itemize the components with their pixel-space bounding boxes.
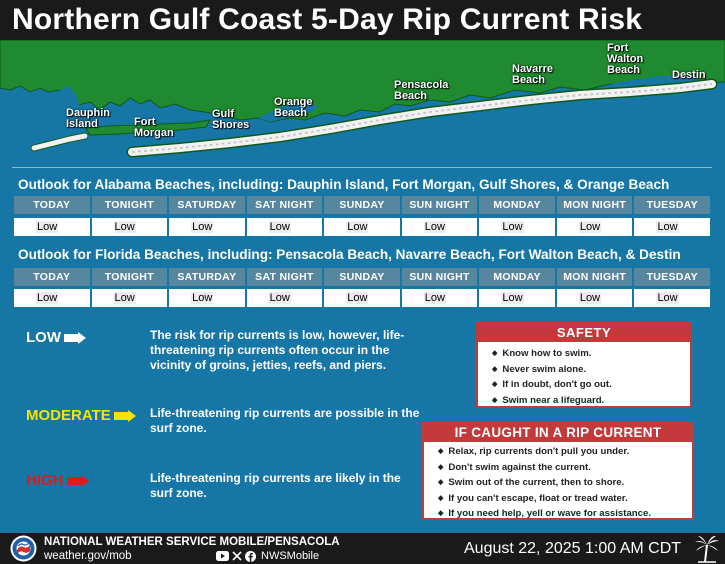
florida-day-header-row bbox=[14, 268, 710, 286]
legend-moderate bbox=[26, 407, 136, 424]
map-label-fort-morgan: Fort Morgan bbox=[134, 116, 174, 139]
safety-list-item: ◆ Swim near a lifeguard. bbox=[492, 393, 680, 409]
alabama-risk-cell bbox=[324, 218, 400, 236]
risk-level-label: Low bbox=[579, 221, 601, 233]
rip-current-box bbox=[422, 422, 694, 520]
x-icon[interactable] bbox=[232, 551, 242, 561]
map-label-pensacola-beach: Pensacola Beach bbox=[394, 79, 449, 102]
florida-day-header: TONIGHT bbox=[92, 268, 168, 286]
arrow-right-icon bbox=[64, 332, 86, 344]
alabama-risk-cell bbox=[557, 218, 633, 236]
risk-level-label: Low bbox=[37, 221, 58, 233]
risk-level-label: Low bbox=[269, 292, 290, 304]
alabama-risk-cell bbox=[634, 218, 710, 236]
florida-risk-cell bbox=[169, 289, 245, 307]
risk-level-label: Low bbox=[114, 292, 135, 304]
risk-level-label: Low bbox=[114, 221, 135, 233]
florida-risk-cell bbox=[634, 289, 710, 307]
risk-level-label: Low bbox=[192, 221, 213, 233]
rip-current-list-item: ◆ Don't swim against the current. bbox=[438, 460, 682, 476]
rip-current-list bbox=[424, 442, 692, 522]
florida-outlook-title: Outlook for Florida Beaches, including: Pensacola Beach, Navarre Beach, Fort Walton Beach, & Destin bbox=[18, 247, 681, 262]
alabama-day-header: SUNDAY bbox=[324, 196, 400, 214]
risk-level-label: Low bbox=[269, 221, 290, 233]
alabama-risk-cell bbox=[247, 218, 323, 236]
map-label-gulf-shores: Gulf Shores bbox=[212, 108, 250, 131]
alabama-day-header-row bbox=[14, 196, 710, 214]
florida-day-header: TUESDAY bbox=[634, 268, 710, 286]
footer-website-link[interactable]: weather.gov/mob bbox=[44, 550, 132, 562]
map-label-dauphin-island: Dauphin Island bbox=[66, 107, 110, 130]
alabama-risk-cell bbox=[92, 218, 168, 236]
risk-level-label: Low bbox=[657, 292, 678, 304]
alabama-day-header: SAT NIGHT bbox=[247, 196, 323, 214]
alabama-day-header: SUN NIGHT bbox=[402, 196, 478, 214]
florida-day-header: MONDAY bbox=[479, 268, 555, 286]
risk-level-label: Low bbox=[502, 221, 523, 233]
florida-risk-cell bbox=[247, 289, 323, 307]
alabama-risk-cell bbox=[402, 218, 478, 236]
florida-day-header: MON NIGHT bbox=[557, 268, 633, 286]
risk-level-label: Low bbox=[347, 221, 368, 233]
alabama-day-header: MON NIGHT bbox=[557, 196, 633, 214]
risk-level-label: Low bbox=[347, 292, 368, 304]
alabama-day-header: MONDAY bbox=[479, 196, 555, 214]
alabama-risk-cell bbox=[14, 218, 90, 236]
palm-tree-icon bbox=[694, 535, 720, 563]
footer-bar bbox=[0, 533, 725, 564]
facebook-icon[interactable] bbox=[245, 551, 256, 562]
map-label-navarre-beach: Navarre Beach bbox=[512, 63, 553, 86]
rip-current-list-item: ◆ If you need help, yell or wave for assistance. bbox=[438, 506, 682, 522]
florida-risk-cell bbox=[402, 289, 478, 307]
rip-current-list-item: ◆ Relax, rip currents don't pull you under. bbox=[438, 444, 682, 460]
risk-level-label: Low bbox=[424, 292, 445, 304]
footer-organization: NATIONAL WEATHER SERVICE MOBILE/PENSACOLA bbox=[44, 536, 340, 548]
map-label-fort-walton-beach: Fort Walton Beach bbox=[607, 42, 644, 76]
coast-map bbox=[0, 40, 725, 165]
alabama-risk-cell bbox=[479, 218, 555, 236]
florida-day-header: SAT NIGHT bbox=[247, 268, 323, 286]
risk-level-label: Low bbox=[502, 292, 523, 304]
issued-date: August 22, 2025 1:00 AM CDT bbox=[464, 540, 682, 557]
risk-level-label: Low bbox=[657, 221, 678, 233]
legend-low bbox=[26, 329, 86, 346]
florida-risk-cell bbox=[92, 289, 168, 307]
legend-moderate-description: Life-threatening rip currents are possible in the surf zone. bbox=[150, 406, 420, 435]
safety-list bbox=[478, 342, 690, 408]
social-handle[interactable]: NWSMobile bbox=[261, 550, 320, 562]
safety-list-item: ◆ If in doubt, don't go out. bbox=[492, 377, 680, 393]
nws-logo-icon bbox=[10, 535, 37, 562]
social-links bbox=[216, 550, 319, 562]
risk-level-label: Low bbox=[37, 292, 58, 304]
safety-list-item: ◆ Never swim alone. bbox=[492, 362, 680, 378]
legend-high bbox=[26, 472, 89, 489]
safety-box bbox=[476, 322, 692, 408]
arrow-right-icon bbox=[67, 475, 89, 487]
florida-risk-cell bbox=[324, 289, 400, 307]
alabama-day-header: TUESDAY bbox=[634, 196, 710, 214]
florida-risk-cell bbox=[557, 289, 633, 307]
florida-risk-cell bbox=[479, 289, 555, 307]
risk-level-label: Low bbox=[424, 221, 445, 233]
legend-high-label: HIGH bbox=[26, 472, 64, 489]
rip-current-list-item: ◆ Swim out of the current, then to shore. bbox=[438, 475, 682, 491]
section-divider bbox=[12, 167, 712, 168]
florida-risk-row bbox=[14, 289, 710, 307]
alabama-risk-cell bbox=[169, 218, 245, 236]
legend-low-description: The risk for rip currents is low, however, life-threatening rip currents often occur in the vicinity of groins, jetties, reefs, and piers. bbox=[150, 328, 405, 372]
alabama-outlook-title: Outlook for Alabama Beaches, including: Dauphin Island, Fort Morgan, Gulf Shores, & Orange Beach bbox=[18, 177, 670, 192]
florida-day-header: SATURDAY bbox=[169, 268, 245, 286]
alabama-day-header: TODAY bbox=[14, 196, 90, 214]
florida-day-header: SUN NIGHT bbox=[402, 268, 478, 286]
risk-level-label: Low bbox=[579, 292, 601, 304]
alabama-day-header: TONIGHT bbox=[92, 196, 168, 214]
legend-moderate-label: MODERATE bbox=[26, 407, 111, 424]
map-label-orange-beach: Orange Beach bbox=[274, 96, 313, 119]
florida-risk-cell bbox=[14, 289, 90, 307]
youtube-icon[interactable] bbox=[216, 551, 229, 561]
legend-high-description: Life-threatening rip currents are likely in the surf zone. bbox=[150, 471, 401, 500]
legend-low-label: LOW bbox=[26, 329, 61, 346]
safety-box-title: SAFETY bbox=[478, 324, 690, 342]
map-label-destin: Destin bbox=[672, 69, 706, 81]
page-title: Northern Gulf Coast 5-Day Rip Current Risk bbox=[12, 3, 643, 36]
alabama-day-header: SATURDAY bbox=[169, 196, 245, 214]
header-bar bbox=[0, 0, 725, 40]
alabama-risk-row bbox=[14, 218, 710, 236]
risk-level-label: Low bbox=[192, 292, 213, 304]
rip-current-list-item: ◆ If you can't escape, float or tread water. bbox=[438, 491, 682, 507]
florida-day-header: SUNDAY bbox=[324, 268, 400, 286]
florida-day-header: TODAY bbox=[14, 268, 90, 286]
safety-list-item: ◆ Know how to swim. bbox=[492, 346, 680, 362]
rip-current-box-title: IF CAUGHT IN A RIP CURRENT bbox=[424, 424, 692, 442]
arrow-right-icon bbox=[114, 410, 136, 422]
